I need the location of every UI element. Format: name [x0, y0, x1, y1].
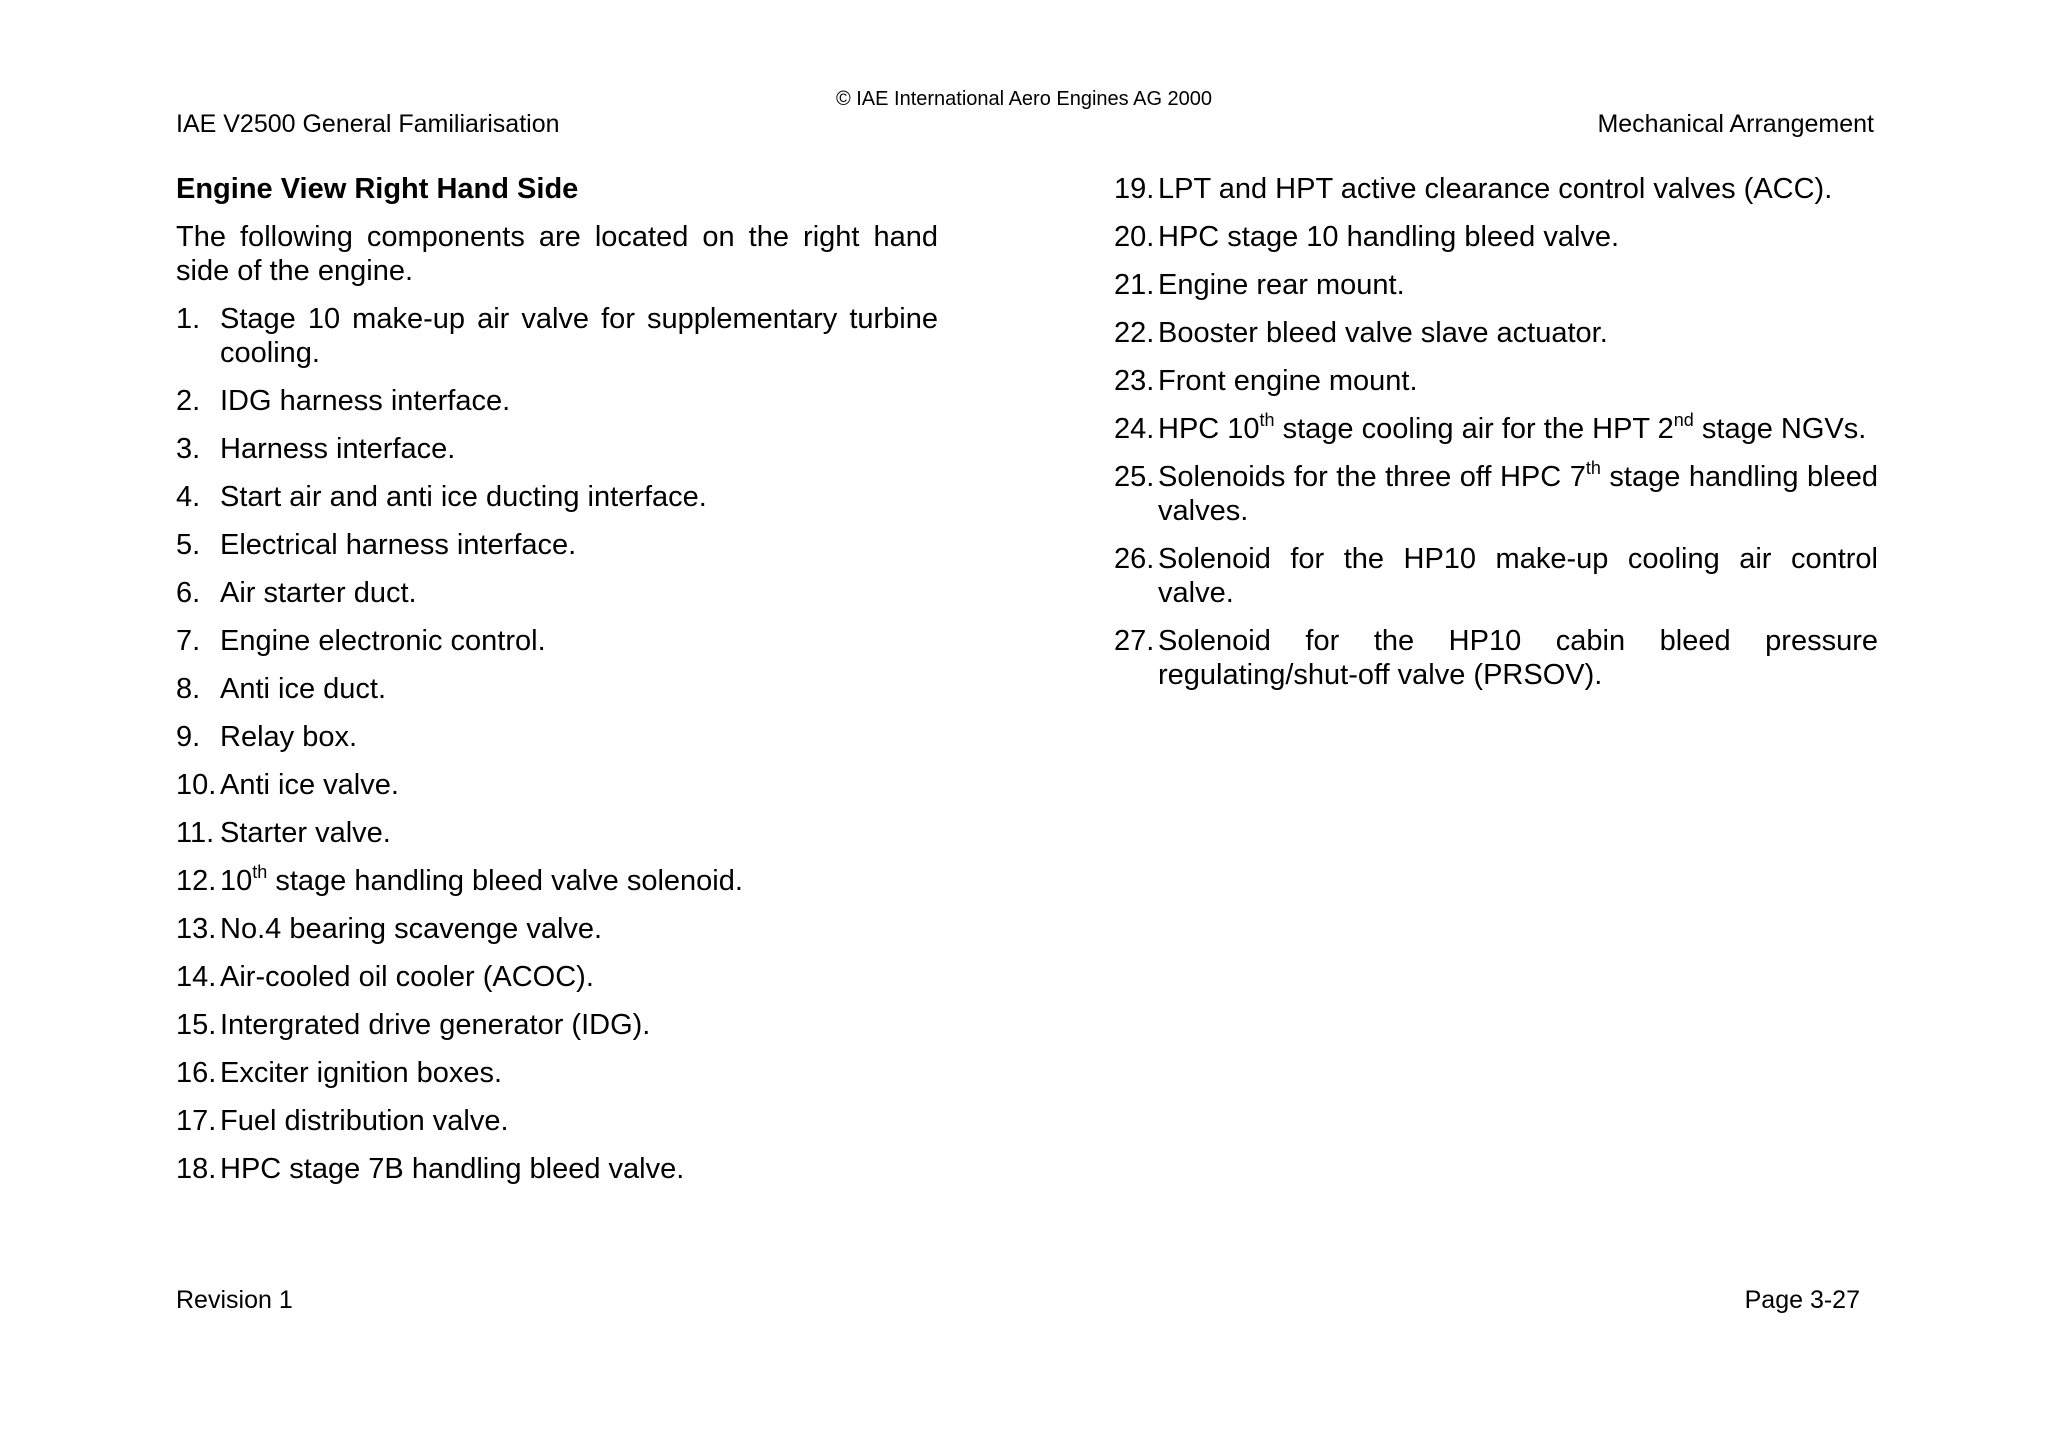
item-text: Booster bleed valve slave actuator.: [1158, 317, 1608, 349]
document-title: IAE V2500 General Familiarisation: [176, 110, 560, 138]
list-item: [176, 720, 938, 754]
item-text-part: Solenoids for the three off HPC 7: [1158, 461, 1586, 493]
ordinal-suffix: th: [1585, 458, 1601, 478]
item-text: IDG harness interface.: [220, 385, 511, 417]
item-text: Intergrated drive generator (IDG).: [220, 1009, 651, 1041]
item-text: Start air and anti ice ducting interface.: [220, 481, 707, 513]
item-number: 5.: [176, 529, 201, 561]
right-column: [1114, 172, 1878, 706]
list-item: [1114, 542, 1878, 610]
list-item: [176, 384, 938, 418]
item-text-part: 10: [220, 865, 253, 897]
copyright-notice: © IAE International Aero Engines AG 2000: [835, 88, 1213, 110]
item-text: No.4 bearing scavenge valve.: [220, 913, 603, 945]
item-text-part: stage handling bleed valve solenoid.: [267, 865, 743, 897]
list-item: [176, 1104, 938, 1138]
list-item: [1114, 460, 1878, 528]
item-text-part: stage handling bleed valves.: [1158, 461, 1879, 527]
item-number: 23.: [1114, 365, 1155, 397]
section-intro: The following components are located on the right hand side of the engine.: [176, 221, 938, 287]
item-number: 19.: [1114, 173, 1155, 205]
list-item: [176, 1152, 938, 1186]
item-number: 12.: [176, 865, 217, 897]
item-text: Electrical harness interface.: [220, 529, 577, 561]
item-text: Front engine mount.: [1158, 365, 1418, 397]
item-number: 6.: [176, 577, 201, 609]
list-item: [176, 624, 938, 658]
left-column: [176, 172, 938, 1200]
item-number: 7.: [176, 625, 201, 657]
item-number: 18.: [176, 1153, 217, 1185]
component-list-right: [1114, 172, 1878, 692]
item-text: Harness interface.: [220, 433, 456, 465]
item-text: Anti ice duct.: [220, 673, 387, 705]
list-item: [176, 576, 938, 610]
item-number: 14.: [176, 961, 217, 993]
item-number: 9.: [176, 721, 201, 753]
list-item: [176, 1008, 938, 1042]
item-text: Air starter duct.: [220, 577, 417, 609]
item-text: Engine electronic control.: [220, 625, 546, 657]
item-number: 10.: [176, 769, 217, 801]
item-number: 2.: [176, 385, 201, 417]
item-text-part: HPC 10: [1158, 413, 1260, 445]
ordinal-suffix: th: [1259, 410, 1275, 430]
item-number: 21.: [1114, 269, 1155, 301]
item-number: 17.: [176, 1105, 217, 1137]
item-text: Solenoid for the HP10 cabin bleed pressure regulating/shut-off valve (PRSOV).: [1158, 625, 1878, 691]
list-item: [176, 912, 938, 946]
list-item: [1114, 316, 1878, 350]
item-number: 11.: [176, 817, 215, 849]
item-text: HPC stage 7B handling bleed valve.: [220, 1153, 685, 1185]
item-number: 24.: [1114, 413, 1155, 445]
list-item: [176, 816, 938, 850]
list-item: [176, 432, 938, 466]
item-text: Stage 10 make-up air valve for supplementary turbine cooling.: [220, 303, 938, 369]
item-text: Exciter ignition boxes.: [220, 1057, 503, 1089]
item-number: 25.: [1114, 461, 1155, 493]
list-item: [1114, 268, 1878, 302]
list-item: [176, 864, 938, 898]
item-number: 8.: [176, 673, 201, 705]
item-text: Starter valve.: [220, 817, 391, 849]
section-heading: Engine View Right Hand Side: [176, 173, 579, 205]
item-text-part: stage cooling air for the HPT 2: [1274, 413, 1674, 445]
list-item: [176, 672, 938, 706]
list-item: [176, 528, 938, 562]
item-number: 26.: [1114, 543, 1155, 575]
item-text: Engine rear mount.: [1158, 269, 1405, 301]
page-number: Page 3-27: [1744, 1286, 1860, 1314]
item-number: 27.: [1114, 625, 1155, 657]
item-text: LPT and HPT active clearance control valves (ACC).: [1158, 173, 1833, 205]
list-item: [1114, 364, 1878, 398]
list-item: [1114, 624, 1878, 692]
item-number: 4.: [176, 481, 201, 513]
item-number: 22.: [1114, 317, 1155, 349]
list-item: [1114, 412, 1878, 446]
list-item: [1114, 172, 1878, 206]
ordinal-suffix: nd: [1673, 410, 1694, 430]
list-item: [176, 768, 938, 802]
item-text: Solenoid for the HP10 make-up cooling air control valve.: [1158, 543, 1878, 609]
revision-label: Revision 1: [176, 1286, 293, 1314]
list-item: [176, 302, 938, 370]
item-text: Fuel distribution valve.: [220, 1105, 509, 1137]
ordinal-suffix: th: [252, 862, 268, 882]
item-number: 20.: [1114, 221, 1155, 253]
item-text: Anti ice valve.: [220, 769, 399, 801]
list-item: [1114, 220, 1878, 254]
item-text-part: stage NGVs.: [1693, 413, 1867, 445]
item-number: 16.: [176, 1057, 217, 1089]
item-number: 3.: [176, 433, 201, 465]
item-text: Relay box.: [220, 721, 358, 753]
component-list-left: [176, 302, 938, 1186]
chapter-title: Mechanical Arrangement: [1597, 110, 1874, 138]
item-number: 15.: [176, 1009, 217, 1041]
item-text: Air-cooled oil cooler (ACOC).: [220, 961, 594, 993]
list-item: [176, 480, 938, 514]
list-item: [176, 960, 938, 994]
item-number: 1.: [176, 303, 201, 335]
item-text: HPC stage 10 handling bleed valve.: [1158, 221, 1620, 253]
list-item: [176, 1056, 938, 1090]
item-number: 13.: [176, 913, 217, 945]
